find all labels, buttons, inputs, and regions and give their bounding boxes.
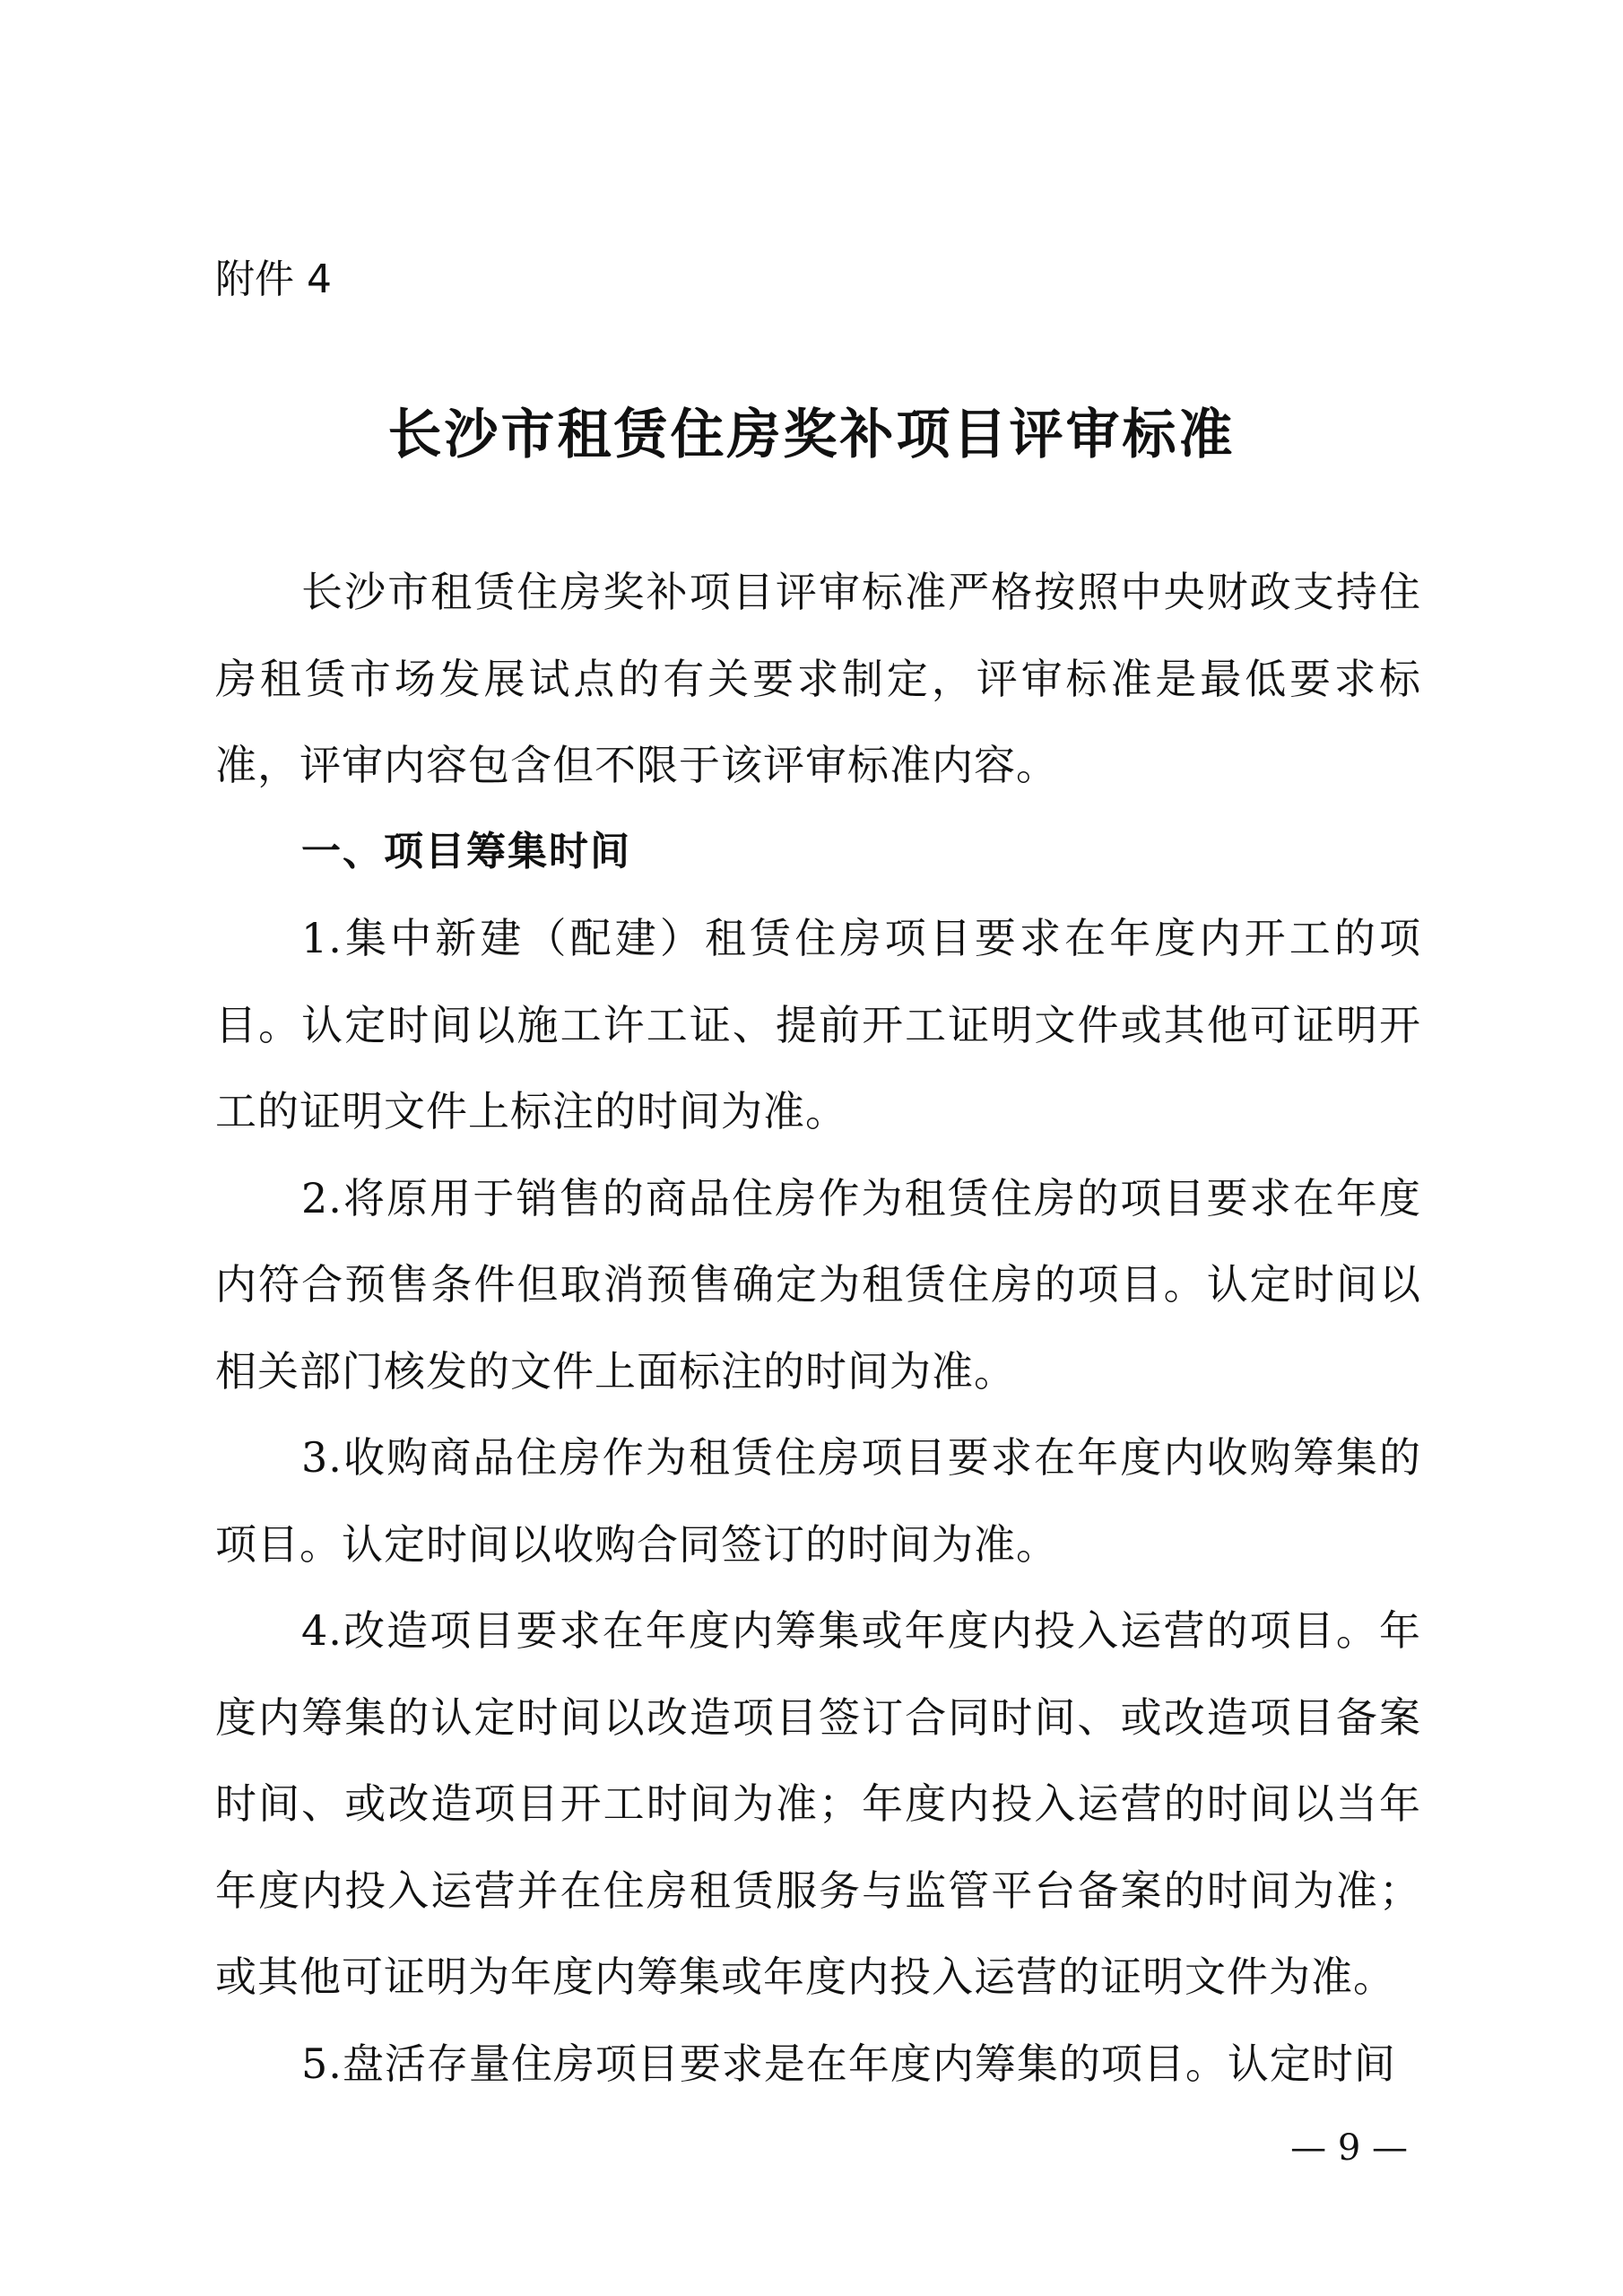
intro-paragraph: 长沙市租赁住房奖补项目评审标准严格按照中央财政支持住房租赁市场发展试点的有关要求制定，评审标准是最低要求标准，评审内容包含但不限于该评审标准内容。 (215, 568, 1421, 789)
attachment-label: 附件 4 (215, 257, 332, 302)
document-title: 长沙市租赁住房奖补项目评审标准 (387, 404, 1236, 466)
document-body (215, 549, 1421, 2107)
section-heading: 一、项目筹集时间 (301, 828, 631, 874)
list-item: 4.改造项目要求在年度内筹集或年度内投入运营的项目。年度内筹集的认定时间以改造项目签订合同时间、或改造项目备案时间、或改造项目开工时间为准；年度内投入运营的时间以当年年度内投入运营并在住房租赁服务与监管平台备案的时间为准；或其他可证明为年度内筹集或年度内投入运营的证明文件为准。 (215, 1606, 1421, 2001)
list-item: 3.收购商品住房作为租赁住房项目要求在年度内收购筹集的项目。认定时间以收购合同签订的时间为准。 (215, 1433, 1421, 1569)
page-number: — 9 — (1290, 2127, 1408, 2169)
list-item: 5.盘活存量住房项目要求是在年度内筹集的项目。认定时间 (301, 2039, 1396, 2088)
list-item: 2.将原用于销售的商品住房作为租赁住房的项目要求在年度内符合预售条件但取消预售确定为租赁住房的项目。认定时间以相关部门核发的文件上面标注的时间为准。 (215, 1173, 1421, 1396)
list-item: 1.集中新建（配建）租赁住房项目要求在年度内开工的项目。认定时间以施工许工证、提前开工证明文件或其他可证明开工的证明文件上标注的时间为准。 (215, 914, 1421, 1135)
